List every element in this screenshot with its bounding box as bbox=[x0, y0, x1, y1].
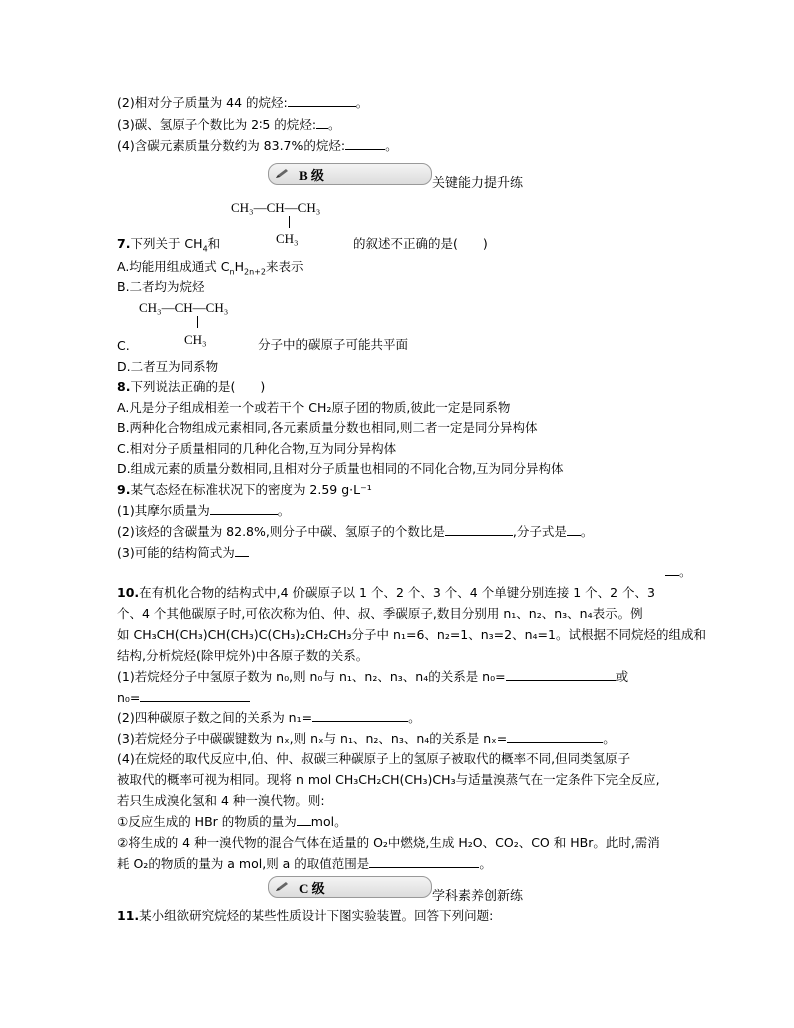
q9-part2: (2)该烃的含碳量为 82.8%,则分子中碳、氢原子的个数比是 ,分子式是 。 bbox=[117, 524, 594, 539]
section-c-banner bbox=[268, 876, 432, 898]
isobutane-branch: CH₃ bbox=[276, 231, 299, 246]
q10-part1: (1)若烷烃分子中氢原子数为 n₀,则 n₀与 n₁、n₂、n₃、n₄的关系是 n₀= 或 bbox=[117, 669, 629, 684]
q10-part2: (2)四种碳原子数之间的关系为 n₁= 。 bbox=[117, 710, 421, 725]
answer-blank[interactable] bbox=[312, 710, 408, 722]
q10-sub2-b: 耗 O₂的物质的量为 a mol,则 a 的取值范围是 。 bbox=[117, 856, 492, 871]
q7-stem-end: 的叙述不正确的是( ) bbox=[353, 236, 488, 251]
pencil-icon bbox=[275, 168, 289, 179]
q10-line4: 结构,分析烷烃(除甲烷外)中各原子数的关系。 bbox=[117, 648, 369, 663]
q9-part3-end: 。 bbox=[665, 564, 692, 580]
q10-line2: 个、4 个其他碳原子时,可依次称为伯、仲、叔、季碳原子,数目分别用 n₁、n₂、n₃、n₄表示。例 bbox=[117, 606, 643, 621]
q10-part4-b: 被取代的概率可视为相同。现将 n mol CH₃CH₂CH(CH₃)CH₃与适量溴蒸气在一定条件下完全反应, bbox=[117, 772, 660, 787]
answer-blank[interactable] bbox=[665, 564, 679, 576]
item-q3: (3)碳、氢原子个数比为 2∶5 的烷烃: 。 bbox=[117, 117, 341, 132]
isobutane-structure: CH₃—CH—CH₃ bbox=[231, 200, 321, 215]
isobutane-branch-c: CH₃ bbox=[184, 332, 207, 347]
q10-sub2-a: ②将生成的 4 种一溴代物的混合气体在适量的 O₂中燃烧,生成 H₂O、CO₂、CO 和 HBr。此时,需消 bbox=[117, 835, 660, 850]
q8-stem: 8.下列说法正确的是( ) bbox=[117, 379, 266, 394]
answer-blank[interactable] bbox=[369, 856, 479, 868]
q10-part4-c: 若只生成溴化氢和 4 种一溴代物。则: bbox=[117, 793, 325, 808]
q7-option-c: C. bbox=[117, 338, 130, 353]
answer-blank[interactable] bbox=[445, 524, 513, 536]
answer-blank[interactable] bbox=[288, 95, 356, 107]
item-q2: (2)相对分子质量为 44 的烷烃: 。 bbox=[117, 95, 369, 110]
answer-blank[interactable] bbox=[567, 524, 581, 536]
section-b-title: 关键能力提升练 bbox=[432, 176, 524, 191]
bond-line bbox=[289, 216, 290, 228]
item-q4: (4)含碳元素质量分数约为 83.7%的烷烃: 。 bbox=[117, 138, 398, 153]
q10-line3: 如 CH₃CH(CH₃)CH(CH₃)C(CH₃)₂CH₂CH₃分子中 n₁=6、n₂=1、n₃=2、n₄=1。试根据不同烷烃的组成和 bbox=[117, 627, 706, 642]
q10-sub1: ①反应生成的 HBr 的物质的量为 mol。 bbox=[117, 814, 347, 829]
section-c-title: 学科素养创新练 bbox=[432, 889, 524, 904]
pencil-icon bbox=[275, 881, 289, 892]
q7-option-b: B.二者均为烷烃 bbox=[117, 279, 205, 294]
q7-option-d: D.二者互为同系物 bbox=[117, 359, 219, 374]
answer-blank[interactable] bbox=[297, 814, 311, 826]
q7-stem: 7.下列关于 $CH_4$和 bbox=[117, 236, 221, 254]
q9-part3: (3)可能的结构简式为 bbox=[117, 545, 249, 561]
q10-part4-a: (4)在烷烃的取代反应中,伯、仲、叔碳三种碳原子上的氢原子被取代的概率不同,但同类氢原子 bbox=[117, 751, 631, 766]
isobutane-structure-c: CH₃—CH—CH₃ bbox=[139, 300, 229, 315]
answer-blank[interactable] bbox=[316, 117, 328, 129]
q9-part1: (1)其摩尔质量为 。 bbox=[117, 503, 291, 518]
q8-option-b: B.两种化合物组成元素相同,各元素质量分数也相同,则二者一定是同分异构体 bbox=[117, 420, 538, 435]
answer-blank[interactable] bbox=[506, 669, 616, 681]
section-b-banner bbox=[268, 163, 432, 185]
q8-option-d: D.组成元素的质量分数相同,且相对分子质量也相同的不同化合物,互为同分异构体 bbox=[117, 461, 564, 476]
q8-option-c: C.相对分子质量相同的几种化合物,互为同分异构体 bbox=[117, 441, 397, 456]
q9-stem: 9.某气态烃在标准状况下的密度为 2.59 g·L⁻¹ bbox=[117, 482, 372, 497]
q10-part3: (3)若烷烃分子中碳碳键数为 nₓ,则 nₓ与 n₁、n₂、n₃、n₄的关系是 nₓ= 。 bbox=[117, 731, 616, 746]
answer-blank[interactable] bbox=[235, 545, 249, 557]
answer-blank[interactable] bbox=[345, 138, 385, 150]
q10-line1: 10.在有机化合物的结构式中,4 价碳原子以 1 个、2 个、3 个、4 个单键分别连接 1 个、2 个、3 bbox=[117, 585, 656, 600]
q8-option-a: A.凡是分子组成相差一个或若干个 CH₂原子团的物质,彼此一定是同系物 bbox=[117, 400, 511, 415]
q10-part1-cont: n₀= bbox=[117, 690, 250, 706]
q11-stem: 11.某小组欲研究烷烃的某些性质设计下图实验装置。回答下列问题: bbox=[117, 908, 494, 923]
answer-blank[interactable] bbox=[210, 503, 278, 515]
answer-blank[interactable] bbox=[507, 731, 603, 743]
q7-option-a: A.均能用组成通式 $C_nH_{2n+2}$来表示 bbox=[117, 259, 304, 277]
section-c-label: C 级 bbox=[299, 881, 325, 896]
answer-blank[interactable] bbox=[140, 690, 250, 702]
bond-line bbox=[197, 316, 198, 328]
section-b-label: B 级 bbox=[299, 168, 324, 183]
q7-option-c-text: 分子中的碳原子可能共平面 bbox=[258, 337, 409, 352]
